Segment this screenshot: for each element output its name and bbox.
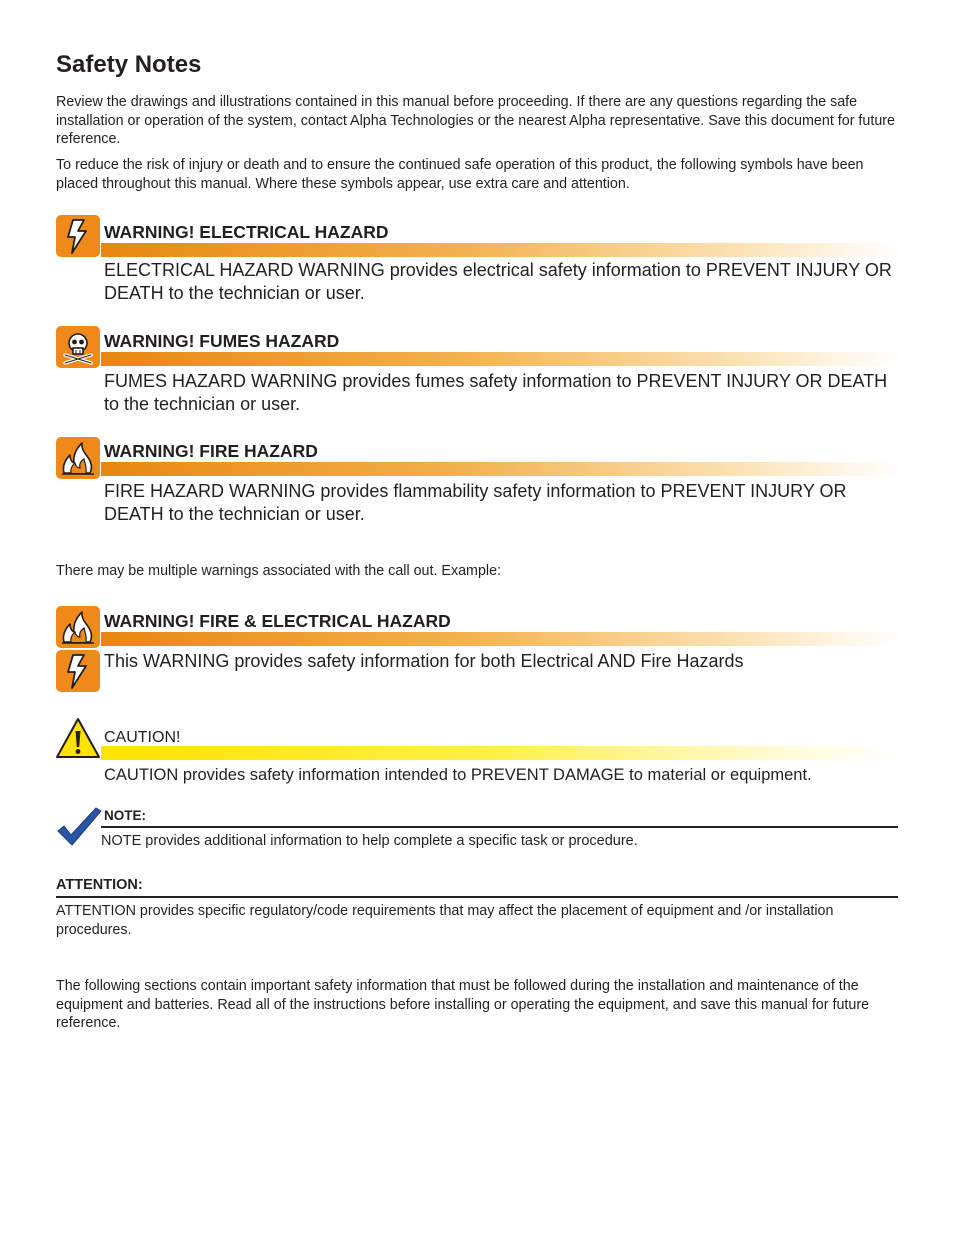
caution-bar <box>101 746 898 760</box>
fire-warning-body: FIRE HAZARD WARNING provides flammability safety information to PREVENT INJURY OR DEATH to the technician or user. <box>104 481 847 524</box>
caution-heading: CAUTION! <box>104 729 181 746</box>
flame-icon <box>56 437 100 479</box>
intro-paragraph-2: To reduce the risk of injury or death and to ensure the continued safe operation of this product, the following symbols have been placed throughout this manual. Where these symbols appear, use extra care and attention. <box>56 157 864 192</box>
warning-bar <box>101 352 898 366</box>
multi-warning-heading: WARNING! FIRE & ELECTRICAL HAZARD <box>104 611 451 631</box>
note-heading: NOTE: <box>104 808 146 823</box>
warning-bar <box>101 632 898 646</box>
fire-warning-heading: WARNING! FIRE HAZARD <box>104 441 318 461</box>
electrical-warning-heading: WARNING! ELECTRICAL HAZARD <box>104 222 389 242</box>
lightning-bolt-icon <box>56 215 100 257</box>
warning-bar <box>101 462 898 476</box>
warning-bar <box>101 243 898 257</box>
skull-crossbones-icon <box>56 326 100 368</box>
caution-body: CAUTION provides safety information intended to PREVENT DAMAGE to material or equipment. <box>104 766 812 784</box>
attention-rule <box>56 896 898 898</box>
note-body: NOTE provides additional information to help complete a specific task or procedure. <box>101 833 638 849</box>
flame-icon <box>56 606 100 648</box>
closing-paragraph: The following sections contain important safety information that must be followed during the installation and maintenance of the equipment and batteries. Read all of the instructions before installing or operating the equipment, and save this manual for future reference. <box>56 978 870 1032</box>
multi-warning-intro: There may be multiple warnings associated with the call out. Example: <box>56 563 502 579</box>
electrical-warning-body: ELECTRICAL HAZARD WARNING provides electrical safety information to PREVENT INJURY OR DEATH to the technician or user. <box>104 260 892 303</box>
intro-paragraph-1: Review the drawings and illustrations contained in this manual before proceeding. If there are any questions regarding the safe installation or operation of the system, contact Alpha Technologies or the nearest Alpha representative. Save this document for future reference. <box>56 94 895 148</box>
checkmark-icon <box>56 805 102 847</box>
exclamation-triangle-icon <box>55 717 101 759</box>
attention-heading: ATTENTION: <box>56 877 143 893</box>
multi-warning-body: This WARNING provides safety information for both Electrical AND Fire Hazards <box>104 651 744 671</box>
fumes-warning-heading: WARNING! FUMES HAZARD <box>104 331 340 351</box>
note-rule <box>101 826 898 828</box>
attention-body: ATTENTION provides specific regulatory/code requirements that may affect the placement of equipment and /or installation procedures. <box>56 903 834 938</box>
lightning-bolt-icon <box>56 650 100 692</box>
page-title: Safety Notes <box>56 51 202 78</box>
fumes-warning-body: FUMES HAZARD WARNING provides fumes safety information to PREVENT INJURY OR DEATH to the technician or user. <box>104 371 888 414</box>
